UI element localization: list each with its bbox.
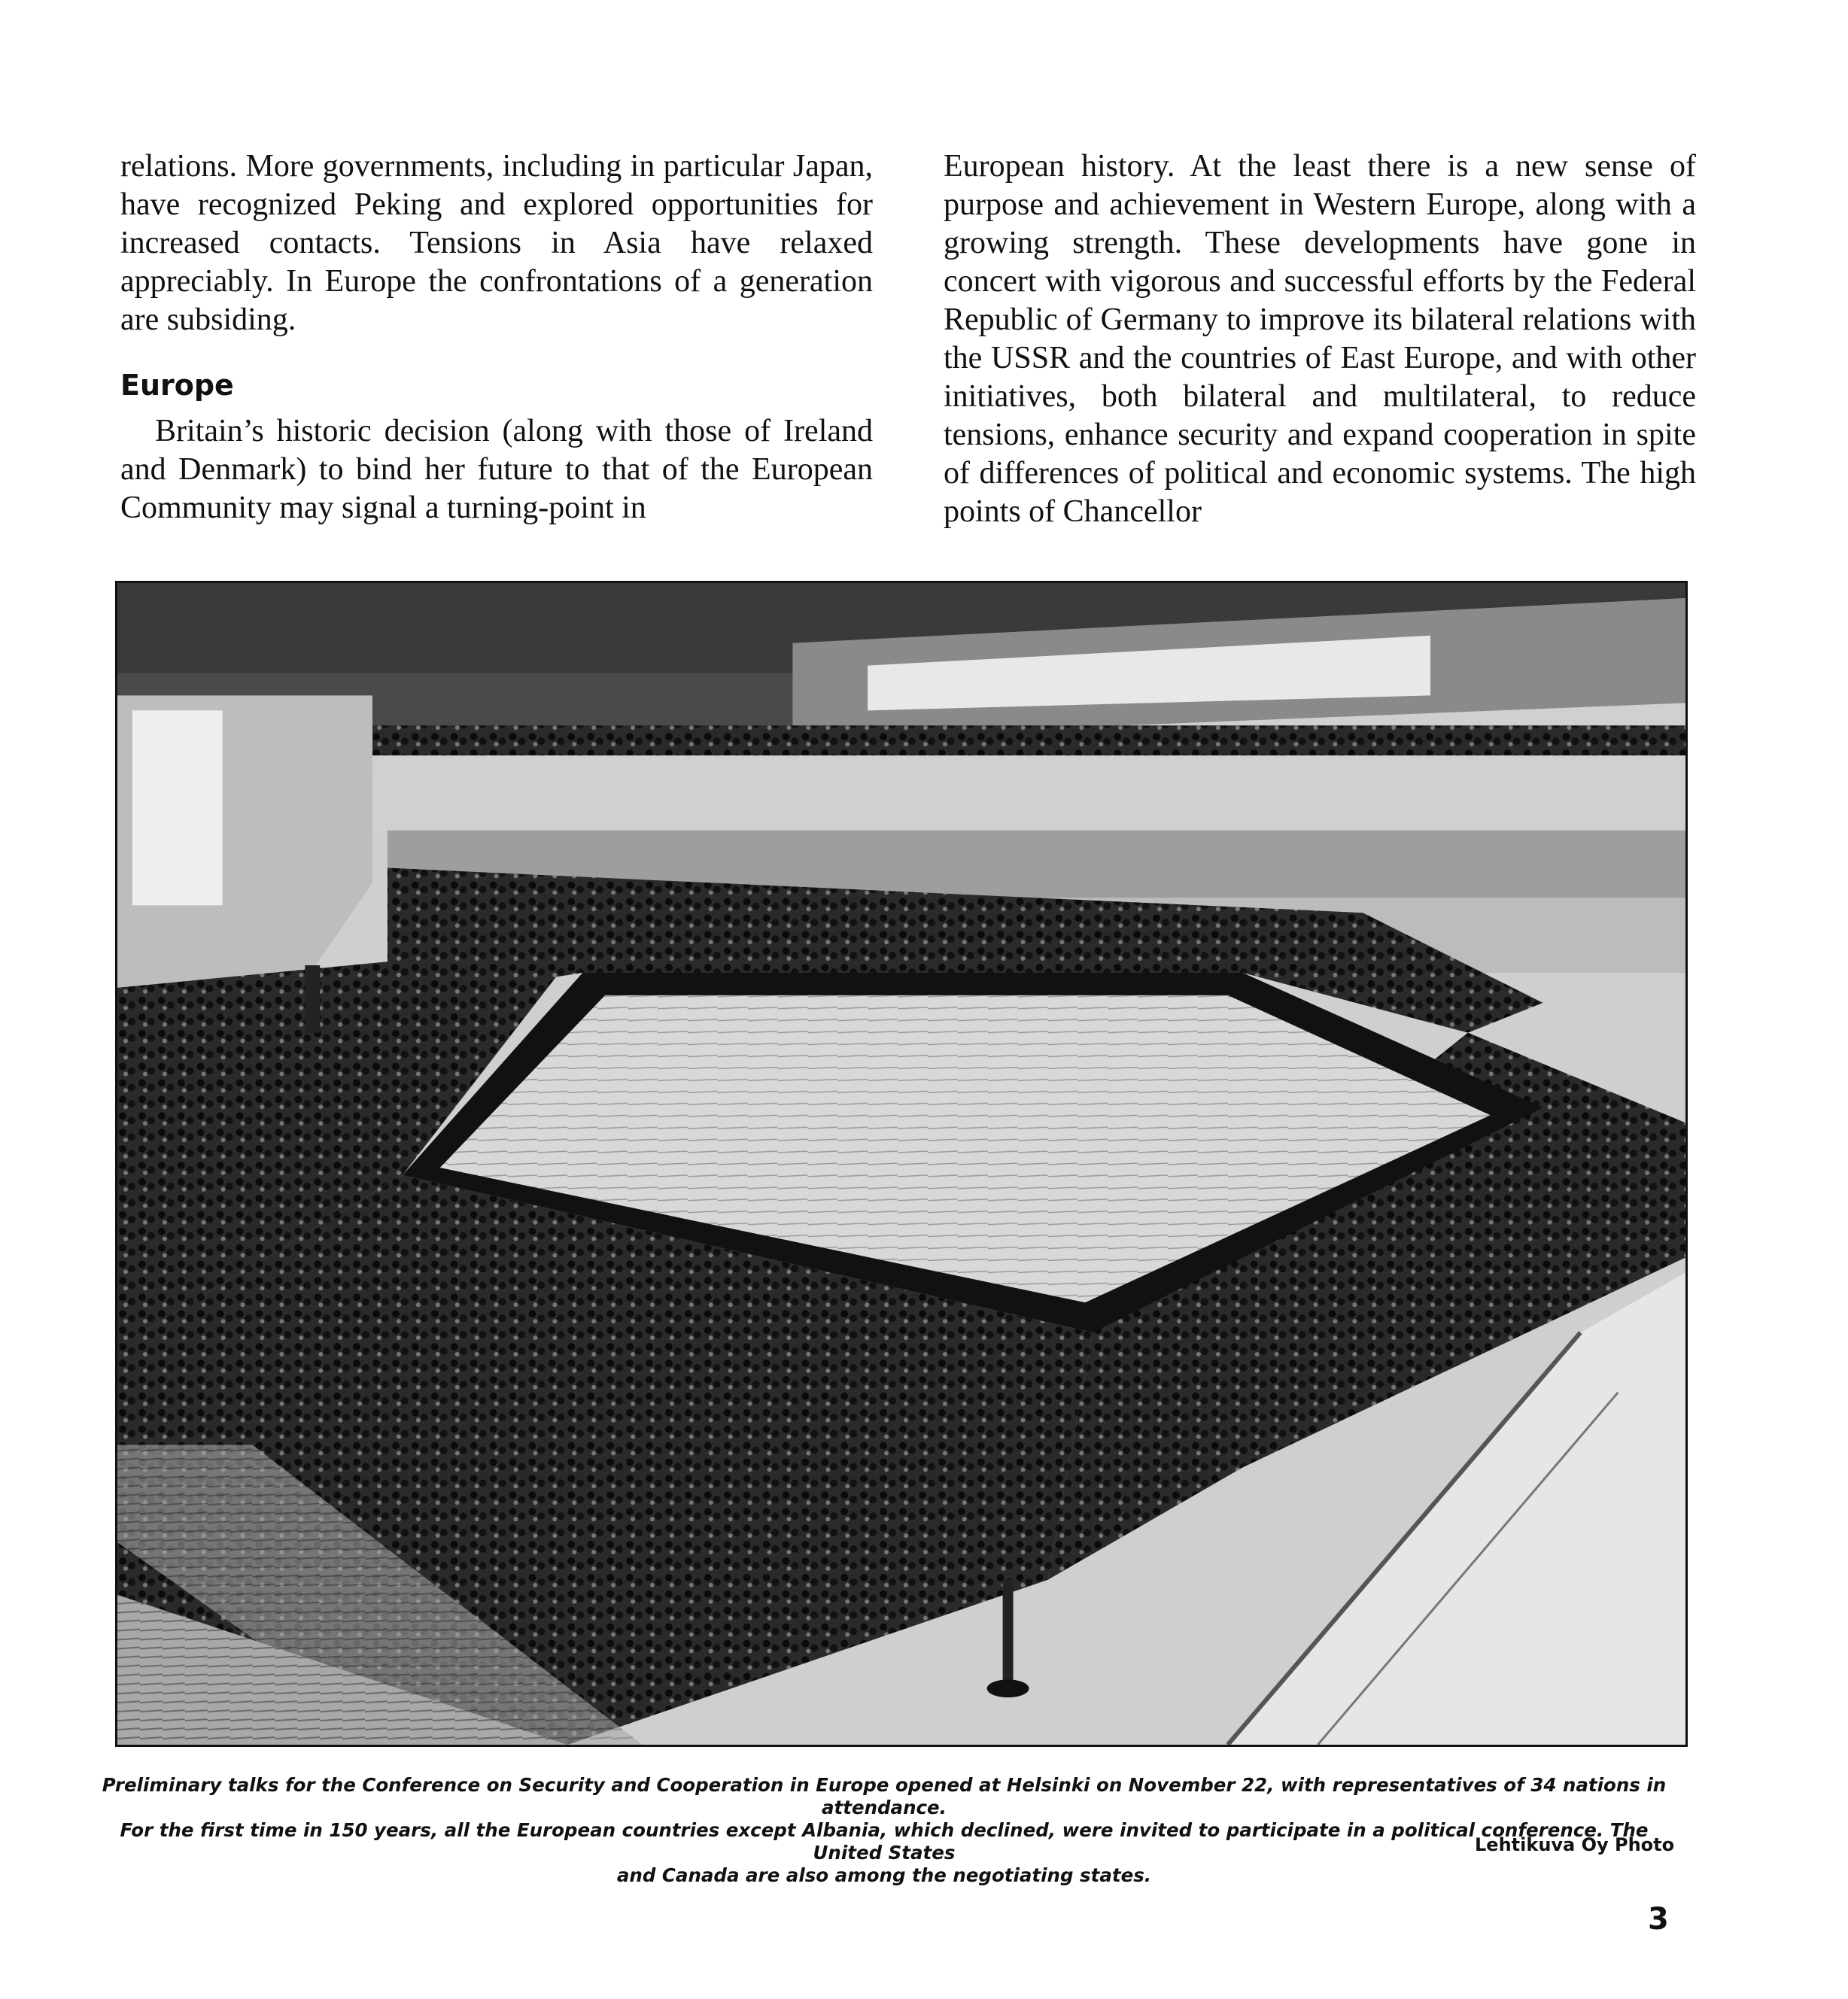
caption-line-3: and Canada are also among the negotiating states. [616, 1864, 1152, 1886]
caption-line-2: For the first time in 150 years, all the European countries except Albania, which declined, were invited to participate in a political conference. The United States [120, 1819, 1649, 1864]
left-column [120, 147, 873, 527]
right-column [944, 147, 1696, 531]
conference-photo [115, 581, 1688, 1747]
left-paragraph-2: Britain’s historic decision (along with those of Ireland and Denmark) to bind her future to that of the European Community may signal a turning-point in [120, 414, 873, 525]
caption-line-1: Preliminary talks for the Conference on Security and Cooperation in Europe opened at Helsinki on November 22, with representatives of 34 nations in attendance. [102, 1774, 1667, 1818]
section-heading-europe: Europe [120, 369, 234, 402]
left-paragraph-1: relations. More governments, including in particular Japan, have recognized Peking and explored opportunities for increased contacts. Tensions in Asia have relaxed appreciably. In Europe the confrontations of a generation are subsiding. [120, 149, 873, 337]
page-number: 3 [1648, 1902, 1669, 1937]
right-paragraph-1: European history. At the least there is a new sense of purpose and achievement in Western Europe, along with a growing strength. These developments have gone in concert with vigorous and successful efforts by the Federal Republic of Germany to improve its bilateral relations with the USSR and the countries of East Europe, and with other initiatives, both bilateral and multilateral, to reduce tensions, enhance security and expand cooperation in spite of differences of political and economic systems. The high points of Chancellor [944, 149, 1696, 529]
photo-credit: Lehtikuva Oy Photo [1475, 1834, 1675, 1855]
conference-hall-illustration [117, 583, 1685, 1745]
photo-caption [90, 1774, 1678, 1887]
